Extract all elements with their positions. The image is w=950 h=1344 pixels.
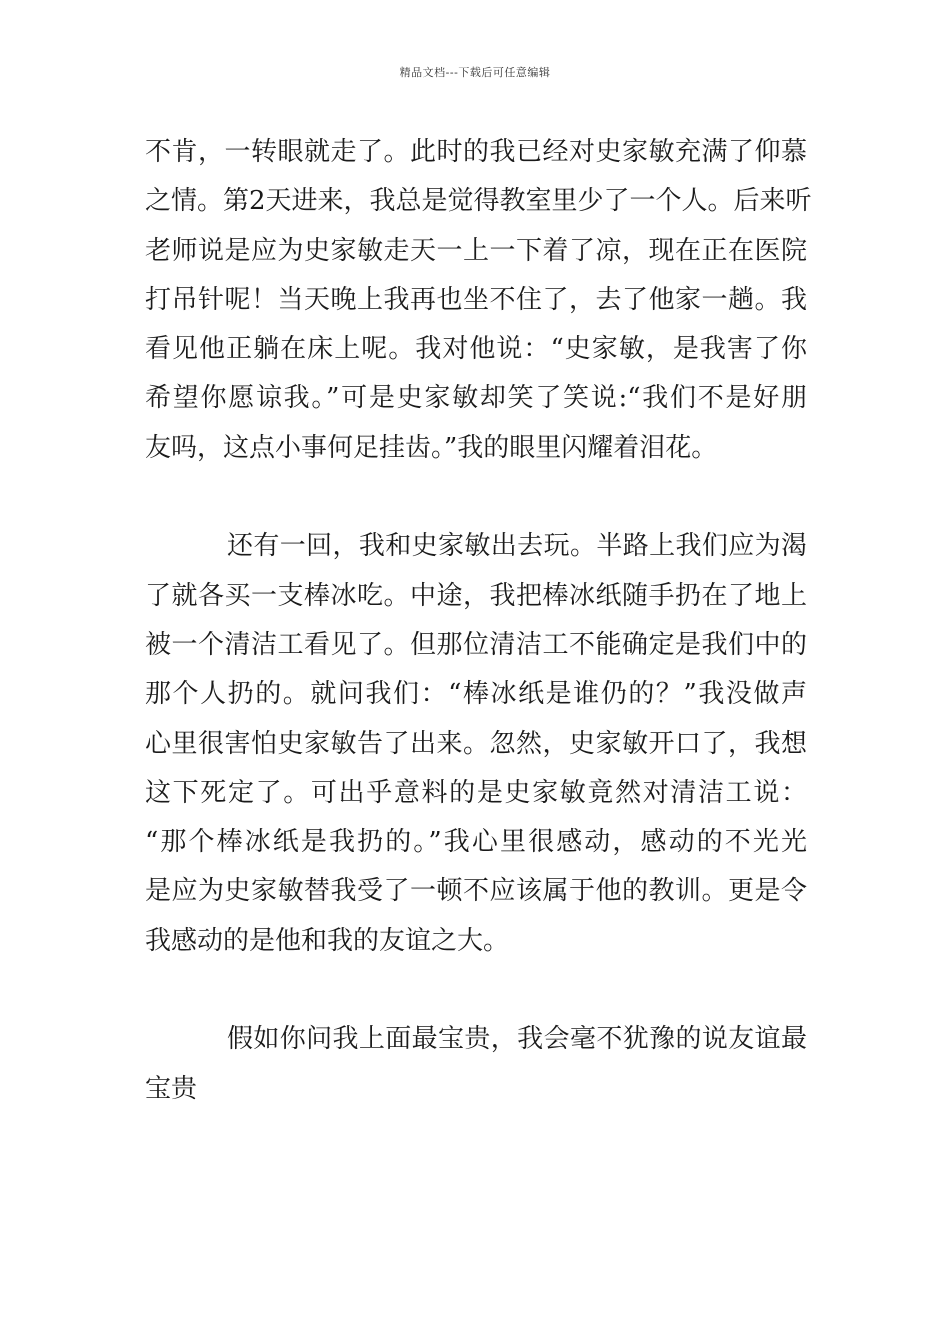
text-line: 这下死定了。可出乎意料的是史家敏竟然对清洁工说： xyxy=(145,777,807,808)
text-line: “那个棒冰纸是我扔的。”我心里很感动，感动的不光光 xyxy=(145,827,807,858)
paragraph-1 xyxy=(145,128,812,473)
page-header: 精品文档---下载后可任意编辑 xyxy=(399,66,551,79)
text-line: 我感动的是他和我的友谊之大。 xyxy=(145,925,510,956)
paragraph-gap xyxy=(145,473,807,522)
text-line: 老师说是应为史家敏走天一上一下着了凉，现在正在医院 xyxy=(145,235,807,266)
text-line: 了就各买一支棒冰吃。中途，我把棒冰纸随手扔在了地上 xyxy=(145,580,807,611)
paragraph-3 xyxy=(145,1015,807,1114)
text-line: 宝贵 xyxy=(145,1073,198,1104)
text-line: 那个人扔的。就问我们：“棒冰纸是谁仍的？”我没做声 xyxy=(145,679,807,710)
text-line: 还有一回，我和史家敏出去玩。半路上我们应为渴 xyxy=(227,531,807,562)
text-line: 看见他正躺在床上呢。我对他说：“史家敏，是我害了你 xyxy=(145,334,807,365)
text-line: 是应为史家敏替我受了一顿不应该属于他的教训。更是令 xyxy=(145,876,807,907)
paragraph-2 xyxy=(145,522,807,966)
text-line: 之情。第2天进来，我总是觉得教室里少了一个人。后来听 xyxy=(145,186,812,217)
text-line: 假如你问我上面最宝贵，我会毫不犹豫的说友谊最 xyxy=(227,1024,807,1055)
document-body xyxy=(145,128,812,1114)
paragraph-gap xyxy=(145,966,807,1015)
text-line: 友吗，这点小事何足挂齿。”我的眼里闪耀着泪花。 xyxy=(145,432,718,463)
text-line: 打吊针呢！当天晚上我再也坐不住了，去了他家一趟。我 xyxy=(145,284,807,315)
text-line: 希望你愿谅我。”可是史家敏却笑了笑说:“我们不是好朋 xyxy=(145,383,807,414)
text-line: 不肯，一转眼就走了。此时的我已经对史家敏充满了仰慕 xyxy=(145,137,807,167)
text-line: 被一个清洁工看见了。但那位清洁工不能确定是我们中的 xyxy=(145,629,807,660)
text-line: 心里很害怕史家敏告了出来。忽然，史家敏开口了，我想 xyxy=(145,728,807,759)
